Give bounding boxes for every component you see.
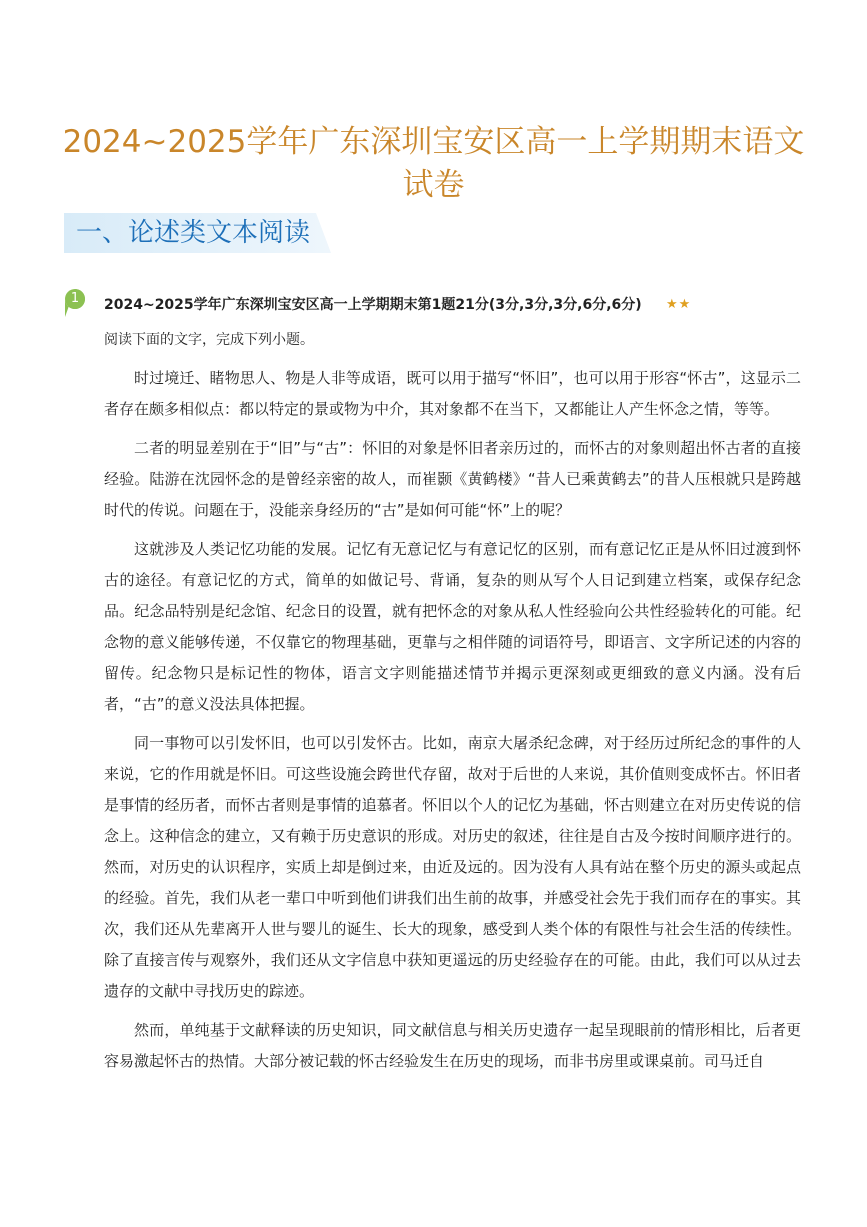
question-number-badge — [64, 288, 94, 318]
section-title: 一、论述类文本阅读 — [76, 218, 311, 248]
document-title: 2024~2025学年广东深圳宝安区高一上学期期末语文试卷 — [62, 123, 805, 203]
difficulty-stars: ★★ — [666, 297, 692, 312]
passage-paragraph: 同一事物可以引发怀旧，也可以引发怀古。比如，南京大屠杀纪念碑，对于经历过所纪念的事件的人来说，它的作用就是怀旧。可这些设施会跨世代存留，故对于后世的人来说，其价值则变成怀古。怀旧者是事情的经历者，而怀古者则是事情的追慕者。怀旧以个人的记忆为基础，怀古则建立在对历史传说的信念上。这种信念的建立，又有赖于历史意识的形成。对历史的叙述，往往是自古及今按时间顺序进行的。然而，对历史的认识程序，实质上却是倒过来，由近及远的。因为没有人具有站在整个历史的源头或起点的经验。首先，我们从老一辈口中听到他们讲我们出生前的故事，并感受社会先于我们而存在的事实。其次，我们还从先辈离开人世与婴儿的诞生、长大的现象，感受到人类个体的有限性与社会生活的传续性。除了直接言传与观察外，我们还从文字信息中获知更遥远的历史经验存在的可能。由此，我们可以从过去遗存的文献中寻找历史的踪迹。 — [104, 734, 801, 1000]
reading-passage — [104, 363, 801, 1085]
section-banner — [64, 213, 331, 253]
question-header: 2024~2025学年广东深圳宝安区高一上学期期末第1题21分(3分,3分,3分,6分,6分) — [104, 297, 642, 313]
question-number: 1 — [70, 291, 80, 306]
passage-paragraph: 这就涉及人类记忆功能的发展。记忆有无意记忆与有意记忆的区别，而有意记忆正是从怀旧过渡到怀古的途径。有意记忆的方式，简单的如做记号、背诵，复杂的则从写个人日记到建立档案，或保存纪念品。纪念品特别是纪念馆、纪念日的设置，就有把怀念的对象从私人性经验向公共性经验转化的可能。纪念物的意义能够传递，不仅靠它的物理基础，更靠与之相伴随的词语符号，即语言、文字所记述的内容的留传。纪念物只是标记性的物体，语言文字则能描述情节并揭示更深刻或更细致的意义内涵。没有后者，“古”的意义没法具体把握。 — [104, 540, 801, 713]
passage-paragraph: 二者的明显差别在于“旧”与“古”：怀旧的对象是怀旧者亲历过的，而怀古的对象则超出怀古者的直接经验。陆游在沈园怀念的是曾经亲密的故人，而崔颢《黄鹤楼》“昔人已乘黄鹤去”的昔人压根就只是跨越时代的传说。问题在于，没能亲身经历的“古”是如何可能“怀”上的呢？ — [104, 439, 801, 519]
question-instruction: 阅读下面的文字，完成下列小题。 — [104, 332, 314, 348]
passage-paragraph: 然而，单纯基于文献释读的历史知识，同文献信息与相关历史遗存一起呈现眼前的情形相比，后者更容易激起怀古的热情。大部分被记载的怀古经验发生在历史的现场，而非书房里或课桌前。司马迁自 — [104, 1021, 801, 1070]
passage-paragraph: 时过境迁、睹物思人、物是人非等成语，既可以用于描写“怀旧”，也可以用于形容“怀古”，这显示二者存在颇多相似点：都以特定的景或物为中介，其对象都不在当下，又都能让人产生怀念之情，等等。 — [104, 369, 801, 418]
